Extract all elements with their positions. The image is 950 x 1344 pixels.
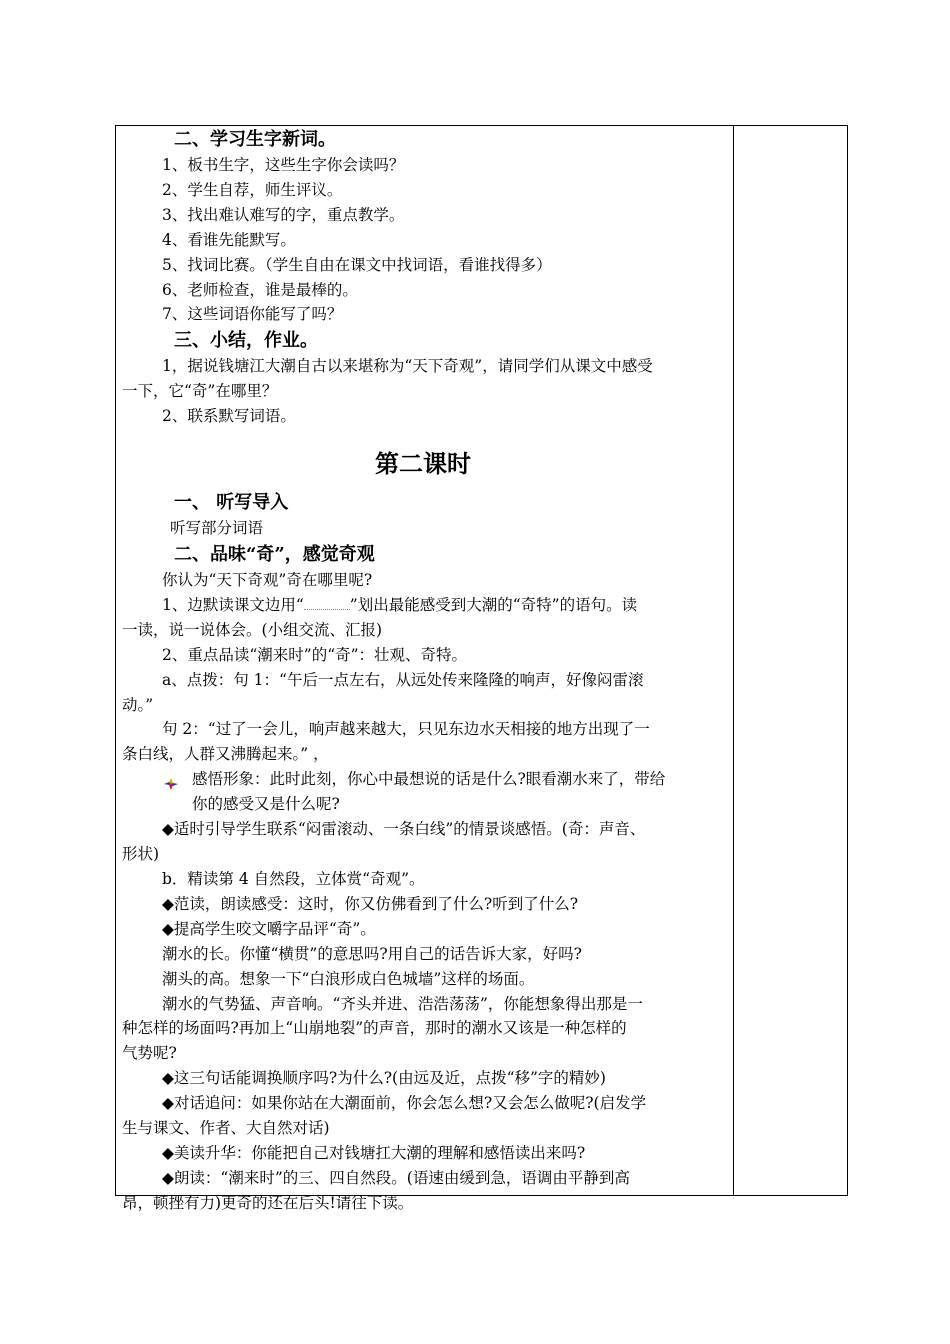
bullet-text [192,767,665,817]
body-line: 生与课文、作者、大自然对话) [122,1119,330,1138]
homework-line: 1，据说钱塘江大潮自古以来堪称为“天下奇观”，请同学们从课文中感受 [162,357,653,376]
step-line: 3、找出难认难写的字，重点教学。 [162,205,405,224]
body-line: a、点拨：句 1：“午后一点左右，从远处传来隆隆的响声，好像闷雷滚 [162,670,644,689]
bullet-line: 感悟形象：此时此刻，你心中最想说的话是什么?眼看潮水来了，带给 [192,770,666,789]
bullet-item [122,767,724,817]
body-line: 潮水的气势猛、声音响。“齐头并进、浩浩荡荡”，你能想象得出那是一 [162,994,643,1013]
body-line [122,593,724,618]
body-line: 你认为“天下奇观”奇在哪里呢? [162,570,373,589]
body-line: ◆提高学生咬文嚼字品评“奇”。 [162,919,376,938]
body-line: ◆美读升华：你能把自己对钱塘扛大潮的理解和感悟读出来吗? [162,1144,586,1162]
lesson-plan-table [115,125,848,1212]
homework-line: 2、联系默写词语。 [162,407,296,426]
step-line: 5、找词比赛。（学生自由在课文中找词语，看谁找得多） [162,255,552,274]
body-line: 2、重点品读“潮来时”的“奇”：壮观、奇特。 [162,645,468,664]
body-line: 潮水的长。你懂“横贯”的意思吗?用自己的话告诉大家，好吗? [162,944,582,963]
section-heading: 三、小结，作业。 [174,330,318,352]
body-line: b．精读第 4 自然段，立体赏“奇观”。 [162,870,425,889]
pinwheel-bullet-icon [164,767,192,798]
wavy-underline-sample [304,599,350,610]
body-line: ◆这三句话能调换顺序吗?为什么?(由远及近，点拨“移”字的精妙) [162,1069,606,1088]
body-line: 动。” [122,695,154,714]
body-line: ◆范读，朗读感受：这时，你又仿佛看到了什么?听到了什么? [162,894,579,913]
step-line: 6、老师检查，谁是最棒的。 [162,280,358,299]
body-line: 句 2：“过了一会儿，响声越来越大，只见东边水天相接的地方出现了一 [162,720,650,739]
body-line: ◆适时引导学生联系“闷雷滚动、一条白线”的情景谈感悟。(奇：声音、 [162,820,646,839]
step-line: 1、板书生字，这些生字你会读吗？ [162,156,405,174]
step-line: 2、学生自荐，师生评议。 [162,180,343,199]
lesson-content-cell [116,126,732,1216]
body-line: ◆对话追问：如果你站在大潮面前，你会怎么想?又会怎么做呢?(启发学 [162,1094,647,1113]
part-heading: 二、品味“奇”，感觉奇观 [174,543,375,565]
lesson-title: 第二课时 [375,449,471,479]
step-line: 7、这些词语你能写了吗？ [162,305,343,324]
body-line: 形状) [122,845,160,864]
body-line: 气势呢? [122,1044,177,1063]
part-heading: 一、 听写导入 [174,492,289,514]
section-heading: 二、学习生字新词。 [174,129,336,150]
step-line: 4、看谁先能默写。 [162,230,296,249]
body-line: 一读，说一说体会。(小组交流、汇报) [122,620,383,639]
body-line: 潮头的高。想象一下“白浪形成白色城墙”这样的场面。 [162,969,535,988]
column-divider [733,126,734,1195]
body-line: 昂，顿挫有力)更奇的还在后头!请往下读。 [122,1193,414,1212]
step1-text-start: 1、边默读课文边用“ [162,595,304,614]
body-line: ◆朗读：“潮来时”的三、四自然段。(语速由缓到急，语调由平静到高 [162,1168,630,1187]
body-line: 种怎样的场面吗?再加上“山崩地裂”的声音，那时的潮水又该是一种怎样的 [122,1019,627,1038]
bullet-line: 你的感受又是什么呢? [192,795,340,814]
body-line: 条白线，人群又沸腾起来。” ， [122,745,329,764]
body-line: 听写部分词语 [170,519,264,538]
homework-line: 一下，它“奇”在哪里？ [122,382,278,401]
step1-text-end: ”划出最能感受到大潮的“奇特”的语句。读 [349,595,638,614]
